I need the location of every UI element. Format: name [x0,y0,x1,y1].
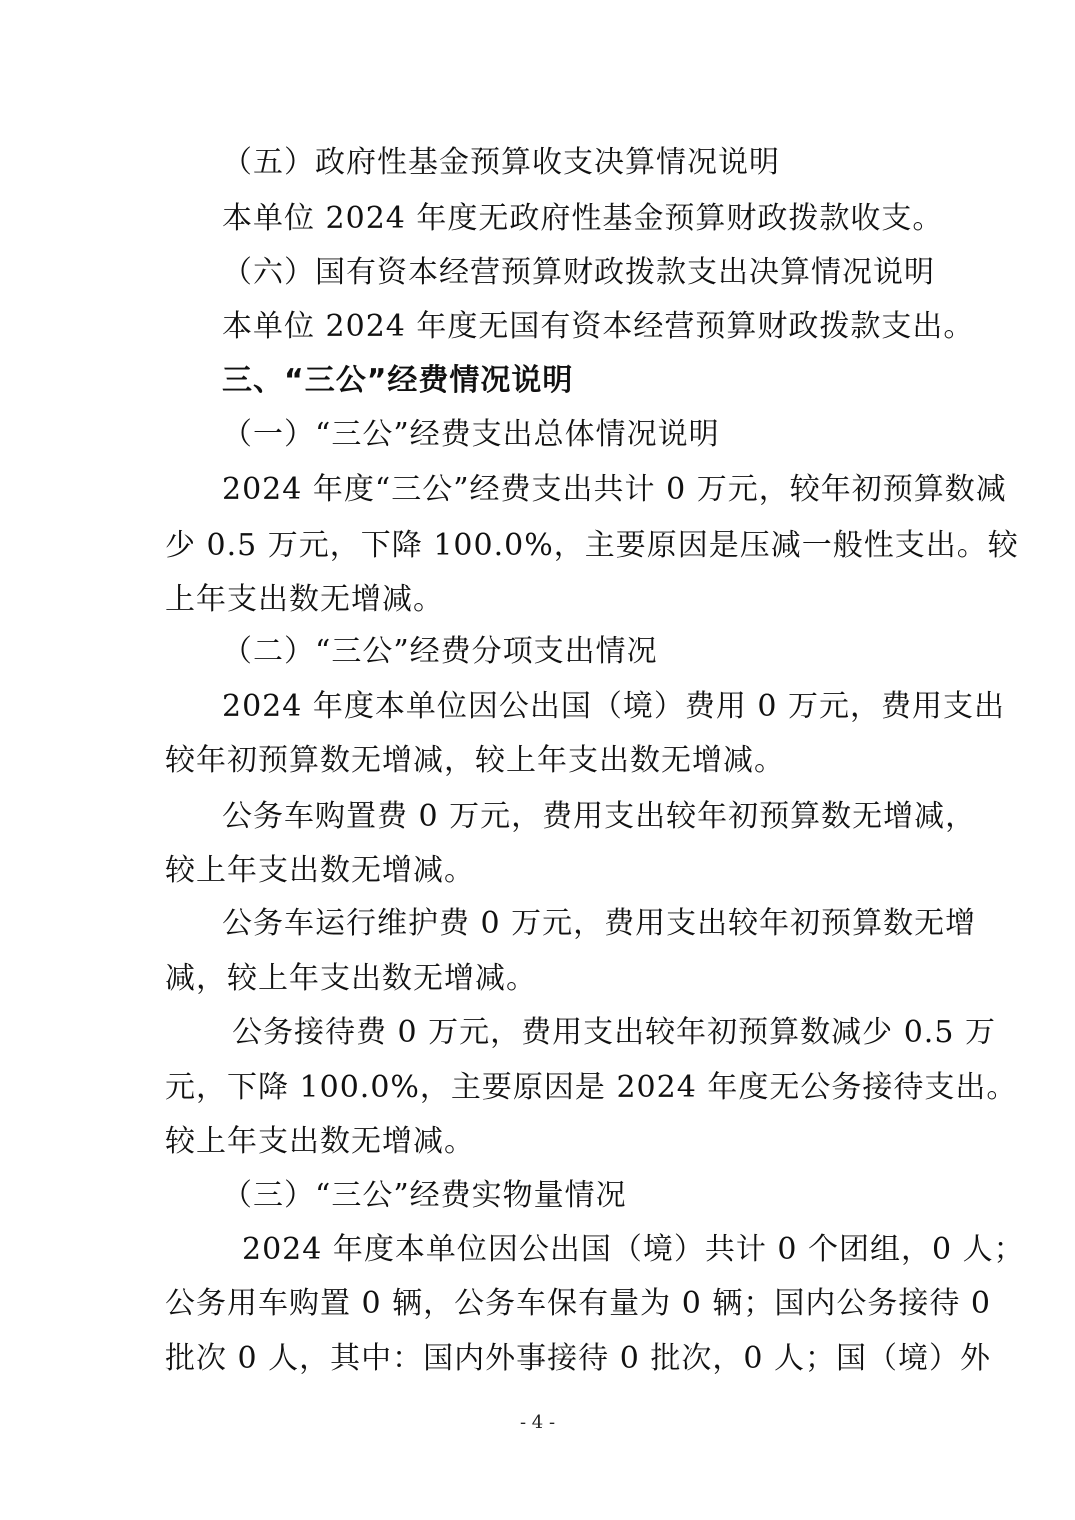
sub-3-line: 批次 0 人，其中：国内外事接待 0 批次，0 人；国（境）外 [165,1341,991,1376]
sub-2-reception-line: 较上年支出数无增减。 [165,1124,475,1159]
sub-2-vehicle-operation-line: 公务车运行维护费 0 万元，费用支出较年初预算数无增 [222,906,977,941]
sub-2-overseas-line: 较年初预算数无增减，较上年支出数无增减。 [165,743,785,778]
sub-2-vehicle-purchase-line: 公务车购置费 0 万元，费用支出较年初预算数无增减， [222,799,977,834]
sub-2-vehicle-purchase-line: 较上年支出数无增减。 [165,853,475,888]
sub-1-heading: （一）“三公”经费支出总体情况说明 [222,417,720,452]
sub-3-heading: （三）“三公”经费实物量情况 [222,1178,627,1213]
sub-2-reception-line: 公务接待费 0 万元，费用支出较年初预算数减少 0.5 万 [232,1015,996,1050]
sub-1-line: 上年支出数无增减。 [165,582,444,617]
section-5-heading: （五）政府性基金预算收支决算情况说明 [222,145,780,180]
sub-2-heading: （二）“三公”经费分项支出情况 [222,634,658,669]
sub-2-overseas-line: 2024 年度本单位因公出国（境）费用 0 万元，费用支出 [222,689,1006,724]
sub-3-line: 公务用车购置 0 辆，公务车保有量为 0 辆；国内公务接待 0 [165,1286,991,1321]
sub-2-reception-line: 元，下降 100.0%，主要原因是 2024 年度无公务接待支出。 [165,1070,1018,1105]
section-6-body: 本单位 2024 年度无国有资本经营预算财政拨款支出。 [222,309,975,344]
sub-1-line: 2024 年度“三公”经费支出共计 0 万元，较年初预算数减 [222,472,1007,507]
page-number: - 4 - [519,1412,556,1433]
sub-3-line: 2024 年度本单位因公出国（境）共计 0 个团组，0 人； [242,1232,1025,1267]
sub-2-vehicle-operation-line: 减，较上年支出数无增减。 [165,961,537,996]
section-5-body: 本单位 2024 年度无政府性基金预算财政拨款收支。 [222,201,944,236]
section-6-heading: （六）国有资本经营预算财政拨款支出决算情况说明 [222,255,935,290]
part-3-heading: 三、“三公”经费情况说明 [222,363,574,398]
sub-1-line: 少 0.5 万元，下降 100.0%，主要原因是压减一般性支出。较 [165,528,1019,563]
